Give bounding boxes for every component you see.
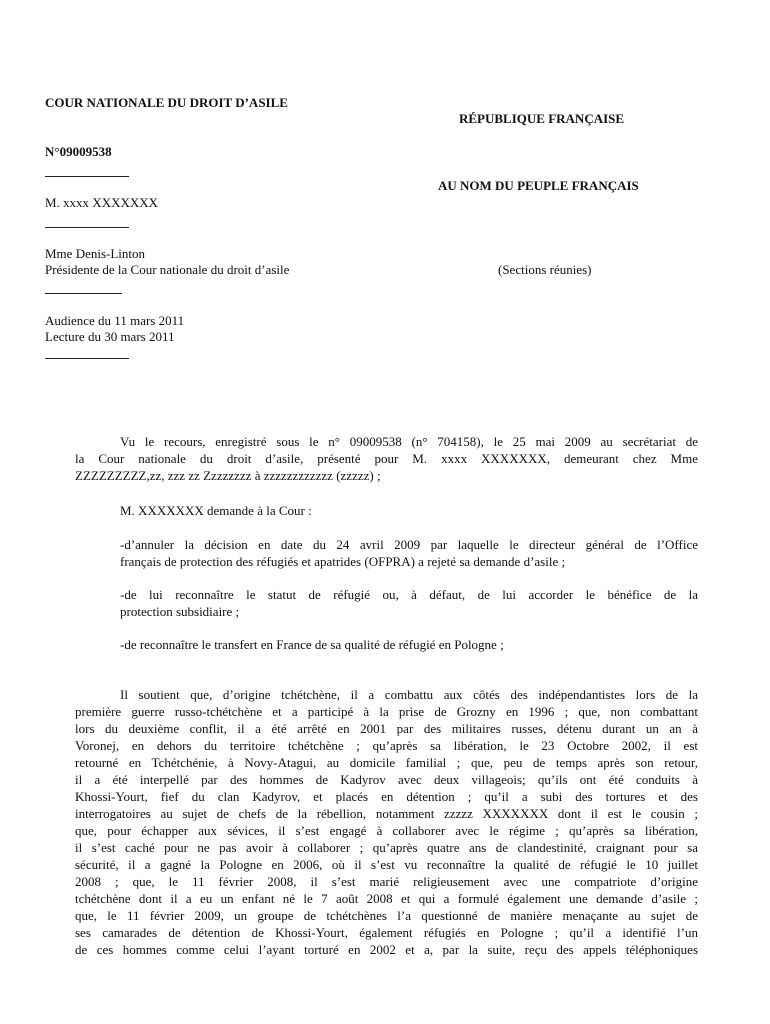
text-line: de ces hommes comme celui l’ayant torturé en 2002 et a, par la suite, reçu des appels téléphoniques (75, 942, 698, 957)
text-line: -d’annuler la décision en date du 24 avril 2009 par laquelle le directeur général de l’Office (120, 537, 698, 552)
president-name: Mme Denis-Linton (45, 246, 146, 261)
text-line: Vu le recours, enregistré sous le n° 09009538 (n° 704158), le 25 mai 2009 au secrétariat de (120, 434, 698, 449)
president-title: Présidente de la Cour nationale du droit d’asile (45, 262, 290, 277)
text-line: ZZZZZZZZZ,zz, zzz zz Zzzzzzzz à zzzzzzzzzzzz (zzzzz) ; (75, 468, 381, 483)
text-line: tchétchène dont il a eu un enfant né le 7 août 2008 et qui a formulé également une demande d’asile ; (75, 891, 698, 906)
hearing-date: Audience du 11 mars 2011 (45, 313, 185, 328)
republic-title: RÉPUBLIQUE FRANÇAISE (459, 111, 625, 126)
text-line: la Cour nationale du droit d’asile, présenté pour M. xxxx XXXXXXX, demeurant chez Mme (75, 451, 698, 466)
text-line: que, le 11 février 2009, un groupe de tchétchènes l’a questionné de manière menaçante au sujet de (75, 908, 698, 923)
text-line: -de lui reconnaître le statut de réfugié ou, à défaut, de lui accorder le bénéfice de la (120, 587, 698, 602)
text-line: interrogatoires au sujet de chefs de la rébellion, notamment zzzzz XXXXXXX dont il est le cousin ; (75, 806, 698, 821)
text-line: protection subsidiaire ; (120, 604, 240, 619)
text-line: Voronej, en dehors du territoire tchétchène ; qu’après sa libération, le 23 Octobre 2002, il est (75, 738, 698, 753)
text-line: français de protection des réfugiés et apatrides (OFPRA) a rejeté sa demande d’asile ; (120, 554, 566, 569)
demand-intro: M. XXXXXXX demande à la Cour : (120, 503, 312, 518)
text-line: il s’est caché pour ne pas avoir à collaborer ; qu’après quatre ans de clandestinité, craignant pour sa (75, 840, 698, 855)
text-line: lors du deuxième conflit, il a été arrêté en 2001 par des militaires russes, détenu durant un an à (75, 721, 698, 736)
text-line: 2008 ; que, le 11 février 2008, il s’est marié religieusement avec une compatriote d’origine (75, 874, 698, 889)
text-line: retourné en Tchétchénie, à Novy-Atagui, au domicile familial ; que, peu de temps après son retour, (75, 755, 698, 770)
text-line: Khossi-Yourt, fief du clan Kadyrov, et placés en détention ; qu’il a subi des tortures et des (75, 789, 698, 804)
case-number: N°09009538 (45, 144, 112, 159)
reading-date: Lecture du 30 mars 2011 (45, 329, 175, 344)
demand-item-transfer: -de reconnaître le transfert en France de sa qualité de réfugié en Pologne ; (120, 637, 504, 652)
sections-label: (Sections réunies) (498, 262, 592, 277)
separator-rule (45, 227, 129, 228)
text-line: il a été interpellé par des hommes de Kadyrov avec deux villageois; qu’ils ont été conduits à (75, 772, 698, 787)
separator-rule (45, 358, 129, 359)
text-line: Il soutient que, d’origine tchétchène, il a combattu aux côtés des indépendantistes lors de la (120, 687, 698, 702)
separator-rule (45, 176, 129, 177)
demand-item-status (75, 586, 698, 620)
separator-rule (45, 293, 122, 294)
appellant-name: M. xxxx XXXXXXX (45, 195, 159, 210)
in-name-of-people: AU NOM DU PEUPLE FRANÇAIS (438, 178, 639, 193)
demand-item-annul (75, 536, 698, 570)
intro-paragraph (75, 433, 698, 484)
court-name: COUR NATIONALE DU DROIT D’ASILE (45, 95, 288, 110)
text-line: ses camarades de détention de Khossi-Yourt, également réfugiés en Pologne ; qu’il a identifié l’un (75, 925, 698, 940)
text-line: première guerre russo-tchétchène et a participé à la prise de Grozny en 1996 ; que, non combattant (75, 704, 698, 719)
text-line: que, pour échapper aux sévices, il s’est engagé à collaborer avec le régime ; qu’après sa libération, (75, 823, 698, 838)
text-line: sécurité, il a gagné la Pologne en 2006, où il s’est vu reconnaître la qualité de réfugié le 10 juillet (75, 857, 698, 872)
main-paragraph (75, 686, 698, 958)
